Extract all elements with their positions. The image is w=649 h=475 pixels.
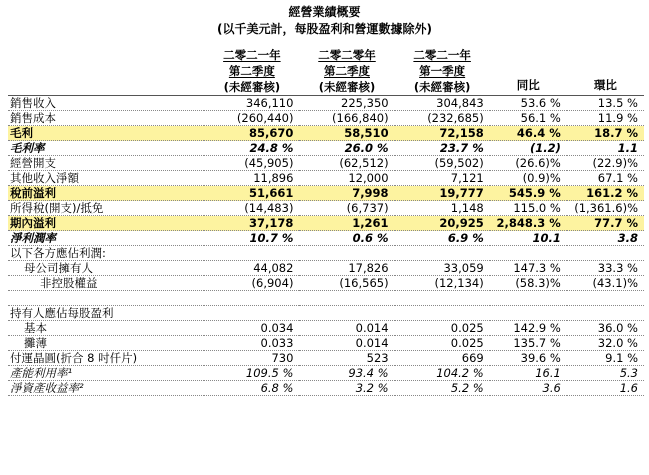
table-row xyxy=(8,231,644,246)
col-quarter: 第二季度 xyxy=(324,64,370,78)
value-cell: 3.2 % xyxy=(299,381,394,396)
value-cell: 346,110 xyxy=(204,96,299,111)
value-cell: 20,925 xyxy=(395,216,490,231)
row-label: 產能利用率¹ xyxy=(8,366,204,381)
value-cell xyxy=(299,306,394,321)
table-row xyxy=(8,141,644,156)
value-cell: 44,082 xyxy=(204,261,299,276)
value-cell: (58.3)% xyxy=(490,276,567,291)
value-cell: 58,510 xyxy=(299,126,394,141)
row-label xyxy=(8,291,204,306)
col-header-qoq xyxy=(567,45,644,96)
table-row xyxy=(8,321,644,336)
value-cell: 5.3 xyxy=(567,366,644,381)
row-label: 銷售成本 xyxy=(8,111,204,126)
value-cell: 10.7 % xyxy=(204,231,299,246)
value-cell: 93.4 % xyxy=(299,366,394,381)
header-label-cell xyxy=(8,45,204,96)
row-label: 銷售收入 xyxy=(8,96,204,111)
value-cell: 11.9 % xyxy=(567,111,644,126)
row-label: 其他收入淨額 xyxy=(8,171,204,186)
table-row xyxy=(8,111,644,126)
value-cell: 10.1 xyxy=(490,231,567,246)
value-cell: 9.1 % xyxy=(567,351,644,366)
col-audit: (未經審核) xyxy=(318,80,376,94)
row-label: 基本 xyxy=(8,321,204,336)
col-quarter: 第二季度 xyxy=(228,64,275,78)
value-cell: 12,000 xyxy=(299,171,394,186)
value-cell: 33,059 xyxy=(395,261,490,276)
results-table xyxy=(8,45,644,396)
value-cell: 0.033 xyxy=(204,336,299,351)
value-cell: 0.6 % xyxy=(299,231,394,246)
value-cell: (1.2) xyxy=(490,141,567,156)
table-row xyxy=(8,156,644,171)
value-cell: (1,361.6)% xyxy=(567,201,644,216)
value-cell: 147.3 % xyxy=(490,261,567,276)
col-qoq-label: 環比 xyxy=(593,78,617,92)
value-cell xyxy=(204,246,299,261)
value-cell: 7,998 xyxy=(299,186,394,201)
table-row xyxy=(8,216,644,231)
row-label: 以下各方應佔利潤: xyxy=(8,246,204,261)
header-row xyxy=(8,45,644,96)
row-label: 稅前溢利 xyxy=(8,186,204,201)
value-cell: 1,261 xyxy=(299,216,394,231)
value-cell: 545.9 % xyxy=(490,186,567,201)
value-cell: 72,158 xyxy=(395,126,490,141)
table-row xyxy=(8,201,644,216)
value-cell: 39.6 % xyxy=(490,351,567,366)
value-cell: 26.0 % xyxy=(299,141,394,156)
value-cell: 669 xyxy=(395,351,490,366)
col-year: 二零二一年 xyxy=(413,48,471,62)
table-row xyxy=(8,336,644,351)
value-cell: (22.9)% xyxy=(567,156,644,171)
value-cell: (16,565) xyxy=(299,276,394,291)
row-label: 非控股權益 xyxy=(8,276,204,291)
col-header-q1-2021 xyxy=(395,45,490,96)
value-cell xyxy=(299,291,394,306)
value-cell: 18.7 % xyxy=(567,126,644,141)
value-cell: 3.6 xyxy=(490,381,567,396)
value-cell: 46.4 % xyxy=(490,126,567,141)
row-label: 攤薄 xyxy=(8,336,204,351)
value-cell: 37,178 xyxy=(204,216,299,231)
col-header-q2-2021 xyxy=(204,45,299,96)
row-label: 淨利潤率 xyxy=(8,231,204,246)
row-label: 毛利 xyxy=(8,126,204,141)
value-cell xyxy=(395,306,490,321)
value-cell xyxy=(395,291,490,306)
value-cell: 730 xyxy=(204,351,299,366)
value-cell: (14,483) xyxy=(204,201,299,216)
value-cell: 85,670 xyxy=(204,126,299,141)
table-row xyxy=(8,96,644,111)
value-cell: 0.014 xyxy=(299,321,394,336)
value-cell: 19,777 xyxy=(395,186,490,201)
value-cell xyxy=(567,306,644,321)
value-cell: 6.9 % xyxy=(395,231,490,246)
value-cell: (0.9)% xyxy=(490,171,567,186)
value-cell: 523 xyxy=(299,351,394,366)
value-cell: (26.6)% xyxy=(490,156,567,171)
row-label: 所得稅(開支)/抵免 xyxy=(8,201,204,216)
table-row xyxy=(8,186,644,201)
col-year: 二零二零年 xyxy=(318,48,376,62)
value-cell xyxy=(567,246,644,261)
value-cell: 16.1 xyxy=(490,366,567,381)
row-label: 毛利率 xyxy=(8,141,204,156)
row-label: 付運晶圓(折合 8 吋仟片) xyxy=(8,351,204,366)
value-cell: 0.014 xyxy=(299,336,394,351)
value-cell: (166,840) xyxy=(299,111,394,126)
table-row xyxy=(8,366,644,381)
value-cell: 13.5 % xyxy=(567,96,644,111)
value-cell: 33.3 % xyxy=(567,261,644,276)
table-row xyxy=(8,246,644,261)
table-row xyxy=(8,126,644,141)
table-row xyxy=(8,351,644,366)
col-header-q2-2020 xyxy=(299,45,394,96)
value-cell: 0.025 xyxy=(395,336,490,351)
value-cell: (232,685) xyxy=(395,111,490,126)
value-cell: 11,896 xyxy=(204,171,299,186)
report-title: 經營業績概要 xyxy=(288,5,361,19)
row-label: 經營開支 xyxy=(8,156,204,171)
value-cell: 56.1 % xyxy=(490,111,567,126)
value-cell: (6,737) xyxy=(299,201,394,216)
value-cell: 24.8 % xyxy=(204,141,299,156)
value-cell: (45,905) xyxy=(204,156,299,171)
col-audit: (未經審核) xyxy=(413,80,471,94)
value-cell: 6.8 % xyxy=(204,381,299,396)
value-cell xyxy=(490,291,567,306)
value-cell: 104.2 % xyxy=(395,366,490,381)
report-subtitle: (以千美元計，每股盈利和營運數據除外) xyxy=(217,22,432,36)
value-cell: 1,148 xyxy=(395,201,490,216)
table-row xyxy=(8,381,644,396)
value-cell: 109.5 % xyxy=(204,366,299,381)
table-row xyxy=(8,306,644,321)
row-label: 淨資產收益率² xyxy=(8,381,204,396)
value-cell: 7,121 xyxy=(395,171,490,186)
value-cell: 225,350 xyxy=(299,96,394,111)
row-label: 期內溢利 xyxy=(8,216,204,231)
value-cell: 67.1 % xyxy=(567,171,644,186)
row-label: 母公司擁有人 xyxy=(8,261,204,276)
value-cell xyxy=(567,291,644,306)
value-cell: (6,904) xyxy=(204,276,299,291)
value-cell xyxy=(299,246,394,261)
value-cell: 161.2 % xyxy=(567,186,644,201)
value-cell xyxy=(204,306,299,321)
value-cell: 51,661 xyxy=(204,186,299,201)
value-cell: 2,848.3 % xyxy=(490,216,567,231)
col-yoy-label: 同比 xyxy=(516,78,540,92)
value-cell: 1.1 xyxy=(567,141,644,156)
col-quarter: 第一季度 xyxy=(419,64,466,78)
value-cell: 17,826 xyxy=(299,261,394,276)
table-row xyxy=(8,171,644,186)
value-cell: 23.7 % xyxy=(395,141,490,156)
table-row xyxy=(8,276,644,291)
value-cell: (12,134) xyxy=(395,276,490,291)
value-cell: 77.7 % xyxy=(567,216,644,231)
value-cell: 53.6 % xyxy=(490,96,567,111)
table-row xyxy=(8,291,644,306)
col-header-yoy xyxy=(490,45,567,96)
value-cell xyxy=(395,246,490,261)
value-cell: 3.8 xyxy=(567,231,644,246)
value-cell: 32.0 % xyxy=(567,336,644,351)
value-cell xyxy=(490,306,567,321)
value-cell: (62,512) xyxy=(299,156,394,171)
table-row xyxy=(8,261,644,276)
value-cell: 142.9 % xyxy=(490,321,567,336)
value-cell: (43.1)% xyxy=(567,276,644,291)
col-audit: (未經審核) xyxy=(223,80,281,94)
value-cell: 115.0 % xyxy=(490,201,567,216)
value-cell: 304,843 xyxy=(395,96,490,111)
value-cell: (59,502) xyxy=(395,156,490,171)
value-cell: 0.034 xyxy=(204,321,299,336)
value-cell: 5.2 % xyxy=(395,381,490,396)
value-cell: 1.6 xyxy=(567,381,644,396)
value-cell: 36.0 % xyxy=(567,321,644,336)
value-cell xyxy=(204,291,299,306)
value-cell xyxy=(490,246,567,261)
row-label: 持有人應佔每股盈利 xyxy=(8,306,204,321)
value-cell: 0.025 xyxy=(395,321,490,336)
value-cell: (260,440) xyxy=(204,111,299,126)
col-year: 二零二一年 xyxy=(223,48,281,62)
value-cell: 135.7 % xyxy=(490,336,567,351)
